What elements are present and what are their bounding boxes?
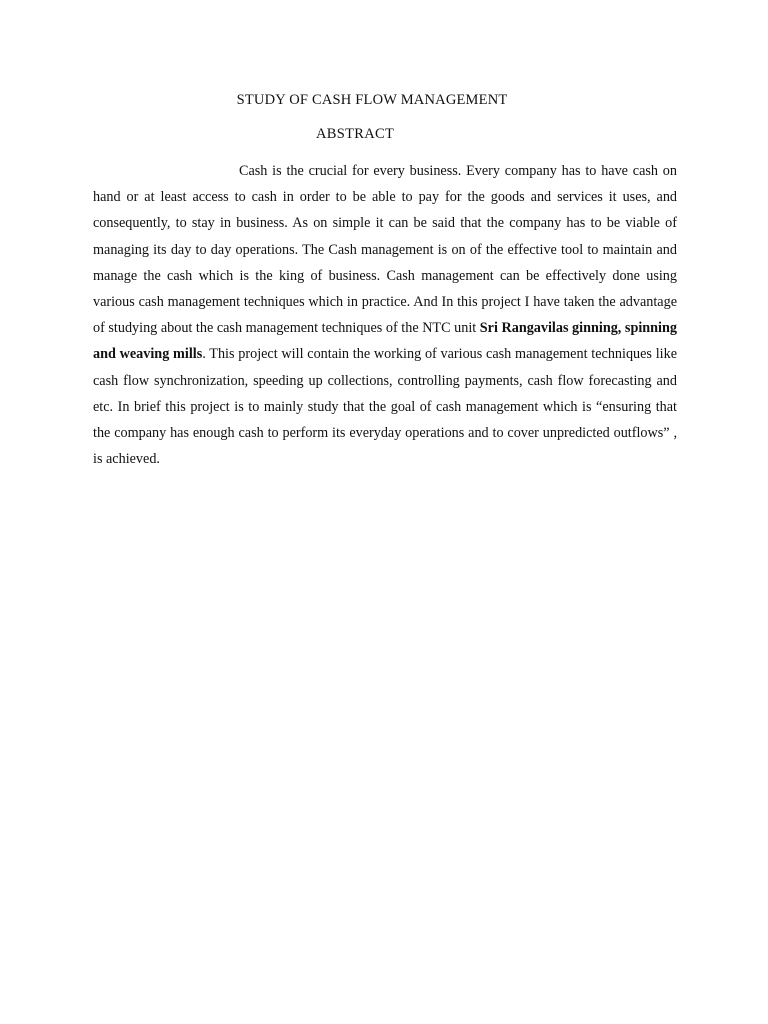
abstract-heading: ABSTRACT: [316, 126, 395, 142]
abstract-paragraph: [93, 158, 677, 472]
abstract-text-after: . This project will contain the working of various cash management techniques like cash flow synchronization, speeding up collections, controlling payments, cash flow forecasting and etc. In brief this project is to mainly study that the goal of cash management which is “ensuring that the company has enough cash to perform its everyday operations and to cover unpredicted outflows” , is achieved.: [93, 346, 677, 468]
document-title: STUDY OF CASH FLOW MANAGEMENT: [236, 92, 508, 108]
mill-name: Sri Rangavilas ginning, spinning and weaving mills: [93, 320, 677, 363]
abstract-text-before: Cash is the crucial for every business. Every company has to have cash on hand or at least access to cash in order to be able to pay for the goods and services it uses, and consequently, to stay in business. As on simple it can be said that the company has to be viable of managing its day to day operations. The Cash management is on of the effective tool to maintain and manage the cash which is the king of business. Cash management can be effectively done using various cash management techniques which in practice. And In this project I have taken the advantage of studying about the cash management techniques of the NTC unit: [93, 163, 677, 337]
